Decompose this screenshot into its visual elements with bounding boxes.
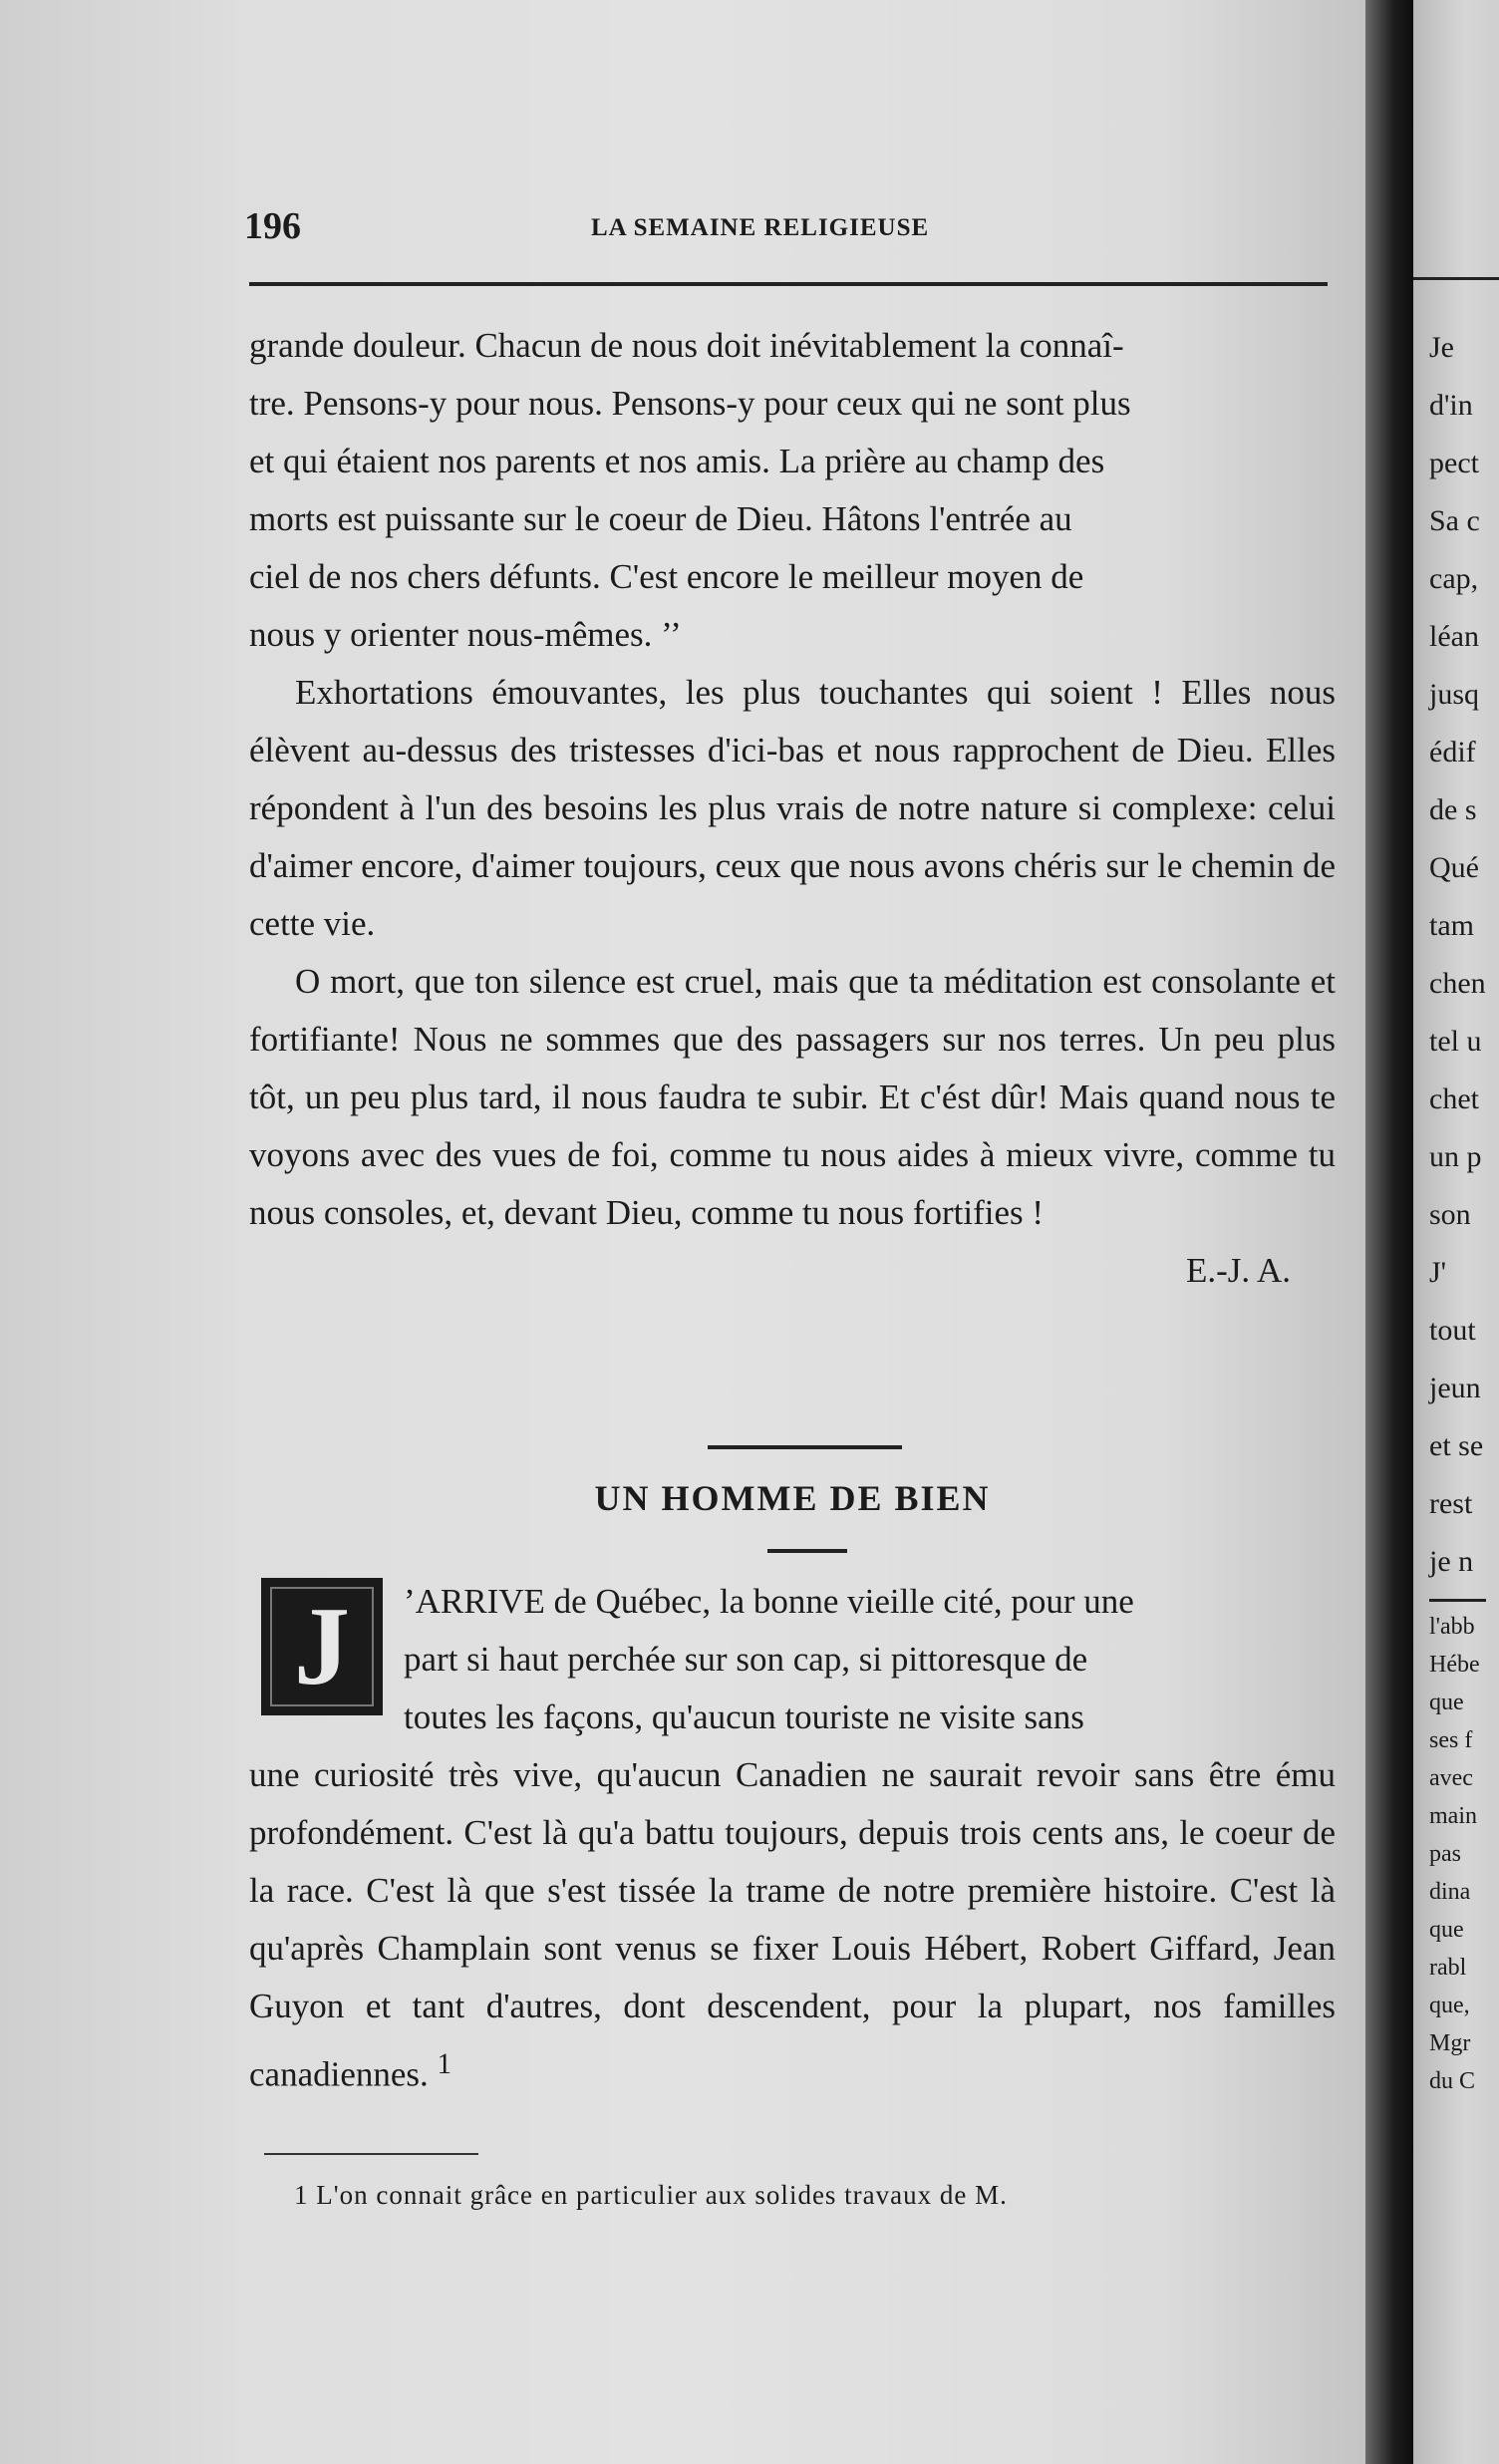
text-fragment: pect xyxy=(1429,447,1479,479)
text-fragment: main xyxy=(1429,1803,1477,1829)
text-line: ciel de nos chers défunts. C'est encore le meilleur moyen de xyxy=(249,557,1084,596)
text-fragment: léan xyxy=(1429,620,1479,653)
footnote-reference: 1 xyxy=(437,2048,452,2080)
text-fragment: tel u xyxy=(1429,1025,1482,1058)
text-line: grande douleur. Chacun de nous doit inévitablement la connaî- xyxy=(249,326,1124,365)
right-page-edge xyxy=(1413,0,1499,2464)
text-fragment: que, xyxy=(1429,1993,1470,2018)
text-fragment: édif xyxy=(1429,736,1476,769)
text-fragment: je n xyxy=(1429,1545,1474,1578)
text-fragment: jeun xyxy=(1429,1372,1481,1404)
right-header-rule xyxy=(1413,277,1499,280)
text-fragment: que xyxy=(1429,1917,1464,1943)
text-fragment: et se xyxy=(1429,1429,1484,1462)
text-fragment: J' xyxy=(1429,1256,1447,1289)
drop-cap: J xyxy=(261,1578,383,1715)
text-fragment: Mgr xyxy=(1429,2030,1471,2056)
right-page-text xyxy=(1429,319,1486,2100)
text-line: part si haut perchée sur son cap, si pittoresque de xyxy=(404,1640,1088,1679)
footnote-number: 1 xyxy=(294,2180,309,2210)
footnote-rule xyxy=(264,2153,478,2155)
text-fragment: chen xyxy=(1429,967,1486,1000)
text-fragment: rabl xyxy=(1429,1955,1467,1981)
text-fragment: Qué xyxy=(1429,851,1479,884)
text-fragment: cap, xyxy=(1429,562,1479,595)
text-fragment: dina xyxy=(1429,1879,1471,1905)
section-title: UN HOMME DE BIEN xyxy=(594,1478,991,1518)
text-fragment: chet xyxy=(1429,1082,1479,1115)
running-title: LA SEMAINE RELIGIEUSE xyxy=(591,214,930,241)
text-fragment: que xyxy=(1429,1690,1464,1715)
section-separator xyxy=(708,1445,902,1449)
text-line: ’ARRIVE de Québec, la bonne vieille cité, pour une xyxy=(404,1582,1134,1621)
paragraph xyxy=(249,1746,1336,2104)
footnote-text: L'on connait grâce en particulier aux solides travaux de M. xyxy=(316,2180,1008,2210)
text-fragment: un p xyxy=(1429,1140,1482,1173)
article-1-opening-lines xyxy=(249,317,1336,664)
paragraph: O mort, que ton silence est cruel, mais que ta méditation est consolante et fortifiante! Nous ne sommes que des passagers sur nos terres. Un peu plus tôt, un peu plus tard, il nous faudra te subir. Et c'ést dûr! Mais quand nous te voyons avec des vues de foi, comme tu nous aides à mieux vivre, comme tu nous consoles, et, devant Dieu, comme tu nous fortifies ! xyxy=(249,962,1336,1232)
text-fragment: ses f xyxy=(1429,1727,1473,1753)
paragraph-text: une curiosité très vive, qu'aucun Canadien ne saurait revoir sans être ému profondément. C'est là qu'a battu toujours, depuis trois cents ans, le coeur de la race. C'est là que s'est tissée la trame de notre première histoire. C'est là qu'après Champlain sont venus se fixer Louis Hébert, Robert Giffard, Jean Guyon et tant d'autres, dont descendent, pour la plupart, nos familles canadiennes. xyxy=(249,1755,1336,2094)
text-fragment: avec xyxy=(1429,1765,1473,1791)
text-line: et qui étaient nos parents et nos amis. La prière au champ des xyxy=(249,442,1105,480)
page-number: 196 xyxy=(244,205,301,247)
signature: E.-J. A. xyxy=(1186,1251,1291,1290)
text-fragment: d'in xyxy=(1429,389,1473,422)
text-fragment: l'abb xyxy=(1429,1599,1486,1646)
paragraph: Exhortations émouvantes, les plus touchantes qui soient ! Elles nous élèvent au-dessus des tristesses d'ici-bas et nous rapprochent de Dieu. Elles répondent à l'un des besoins les plus vrais de notre nature si complexe: celui d'aimer encore, d'aimer toujours, ceux que nous avons chéris sur le chemin de cette vie. xyxy=(249,673,1336,943)
header-rule xyxy=(249,282,1328,286)
text-fragment: Hébe xyxy=(1429,1652,1480,1678)
text-fragment: pas xyxy=(1429,1841,1461,1867)
text-line: nous y orienter nous-mêmes. ’’ xyxy=(249,615,682,654)
article-2-body xyxy=(249,1573,1336,2104)
text-line: tre. Pensons-y pour nous. Pensons-y pour ceux qui ne sont plus xyxy=(249,384,1131,423)
text-line: morts est puissante sur le coeur de Dieu. Hâtons l'entrée au xyxy=(249,499,1072,538)
text-fragment: Sa c xyxy=(1429,504,1480,537)
text-fragment: jusq xyxy=(1429,678,1480,711)
article-1-body xyxy=(249,317,1336,1300)
text-fragment: de s xyxy=(1429,793,1477,826)
book-gutter xyxy=(1365,0,1413,2464)
text-fragment: du C xyxy=(1429,2068,1476,2094)
text-fragment: Je xyxy=(1429,331,1454,364)
footnote xyxy=(294,2180,1341,2211)
title-underline xyxy=(767,1549,847,1553)
text-fragment: tam xyxy=(1429,909,1474,942)
text-fragment: tout xyxy=(1429,1314,1476,1347)
page-header xyxy=(244,204,1331,264)
text-fragment: rest xyxy=(1429,1487,1473,1520)
text-line: toutes les façons, qu'aucun touriste ne visite sans xyxy=(404,1697,1084,1736)
text-fragment: son xyxy=(1429,1198,1471,1231)
